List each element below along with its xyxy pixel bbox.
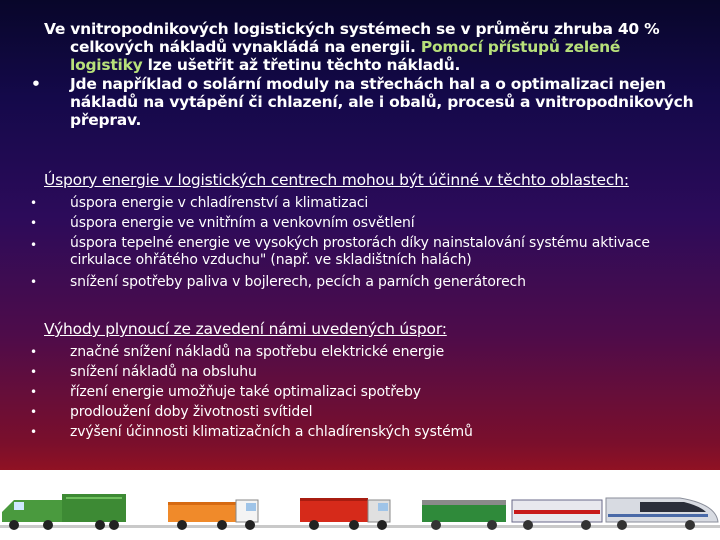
bullet-icon: • [30, 238, 37, 252]
intro-text-part2: lze ušetřit až třetinu těchto nákladů. [142, 56, 461, 74]
intro-bullet-text: Jde například o solární moduly na střechách hal a o optimalizaci nejen nákladů na vytápění či chlazení, ale i obalů, procesů a vnitropodnikových přeprav. [70, 75, 694, 129]
bullet-icon: • [30, 425, 37, 439]
list-item: • prodloužení doby životnosti svítidel [30, 404, 313, 420]
vehicles-illustration [0, 470, 720, 540]
intro-text [31, 20, 694, 129]
list-item: • úspora energie v chladírenství a klimatizaci [30, 195, 369, 211]
bullet-icon: • [31, 75, 41, 93]
section1-list [30, 193, 694, 292]
section2-heading: Výhody plynoucí ze zavedení námi uvedených úspor: [44, 320, 447, 338]
bullet-icon: • [30, 385, 37, 399]
bullet-icon: • [30, 405, 37, 419]
list-item: • úspora tepelné energie ve vysokých prostorách díky nainstalování systému aktivace cirkulace ohřátého vzduchu" (např. ve skladištních halách) [30, 235, 650, 268]
section1-heading: Úspory energie v logistických centrech mohou být účinné v těchto oblastech: [44, 171, 629, 189]
section2-list [30, 342, 694, 442]
intro-text-part1: Ve vnitropodnikových logistických systémech se v průměru zhruba 40 % celkových nákladů vynakládá na energii. [44, 20, 660, 56]
intro-paragraph [44, 20, 694, 74]
list-item: • zvýšení účinnosti klimatizačních a chladírenských systémů [30, 424, 473, 440]
intro-highlight: Pomocí přístupů zelené logistiky [70, 38, 621, 74]
list-item: • řízení energie umožňuje také optimalizaci spotřeby [30, 384, 421, 400]
list-item: • snížení spotřeby paliva v bojlerech, pecích a parních generátorech [30, 274, 526, 290]
list-item: • úspora energie ve vnitřním a venkovním osvětlení [30, 215, 415, 231]
intro-bullet [31, 75, 694, 129]
bullet-icon: • [30, 275, 37, 289]
bullet-icon: • [30, 196, 37, 210]
bullet-icon: • [30, 345, 37, 359]
bullet-icon: • [30, 365, 37, 379]
list-item: • značné snížení nákladů na spotřebu elektrické energie [30, 344, 445, 360]
list-item: • snížení nákladů na obsluhu [30, 364, 257, 380]
bullet-icon: • [30, 216, 37, 230]
